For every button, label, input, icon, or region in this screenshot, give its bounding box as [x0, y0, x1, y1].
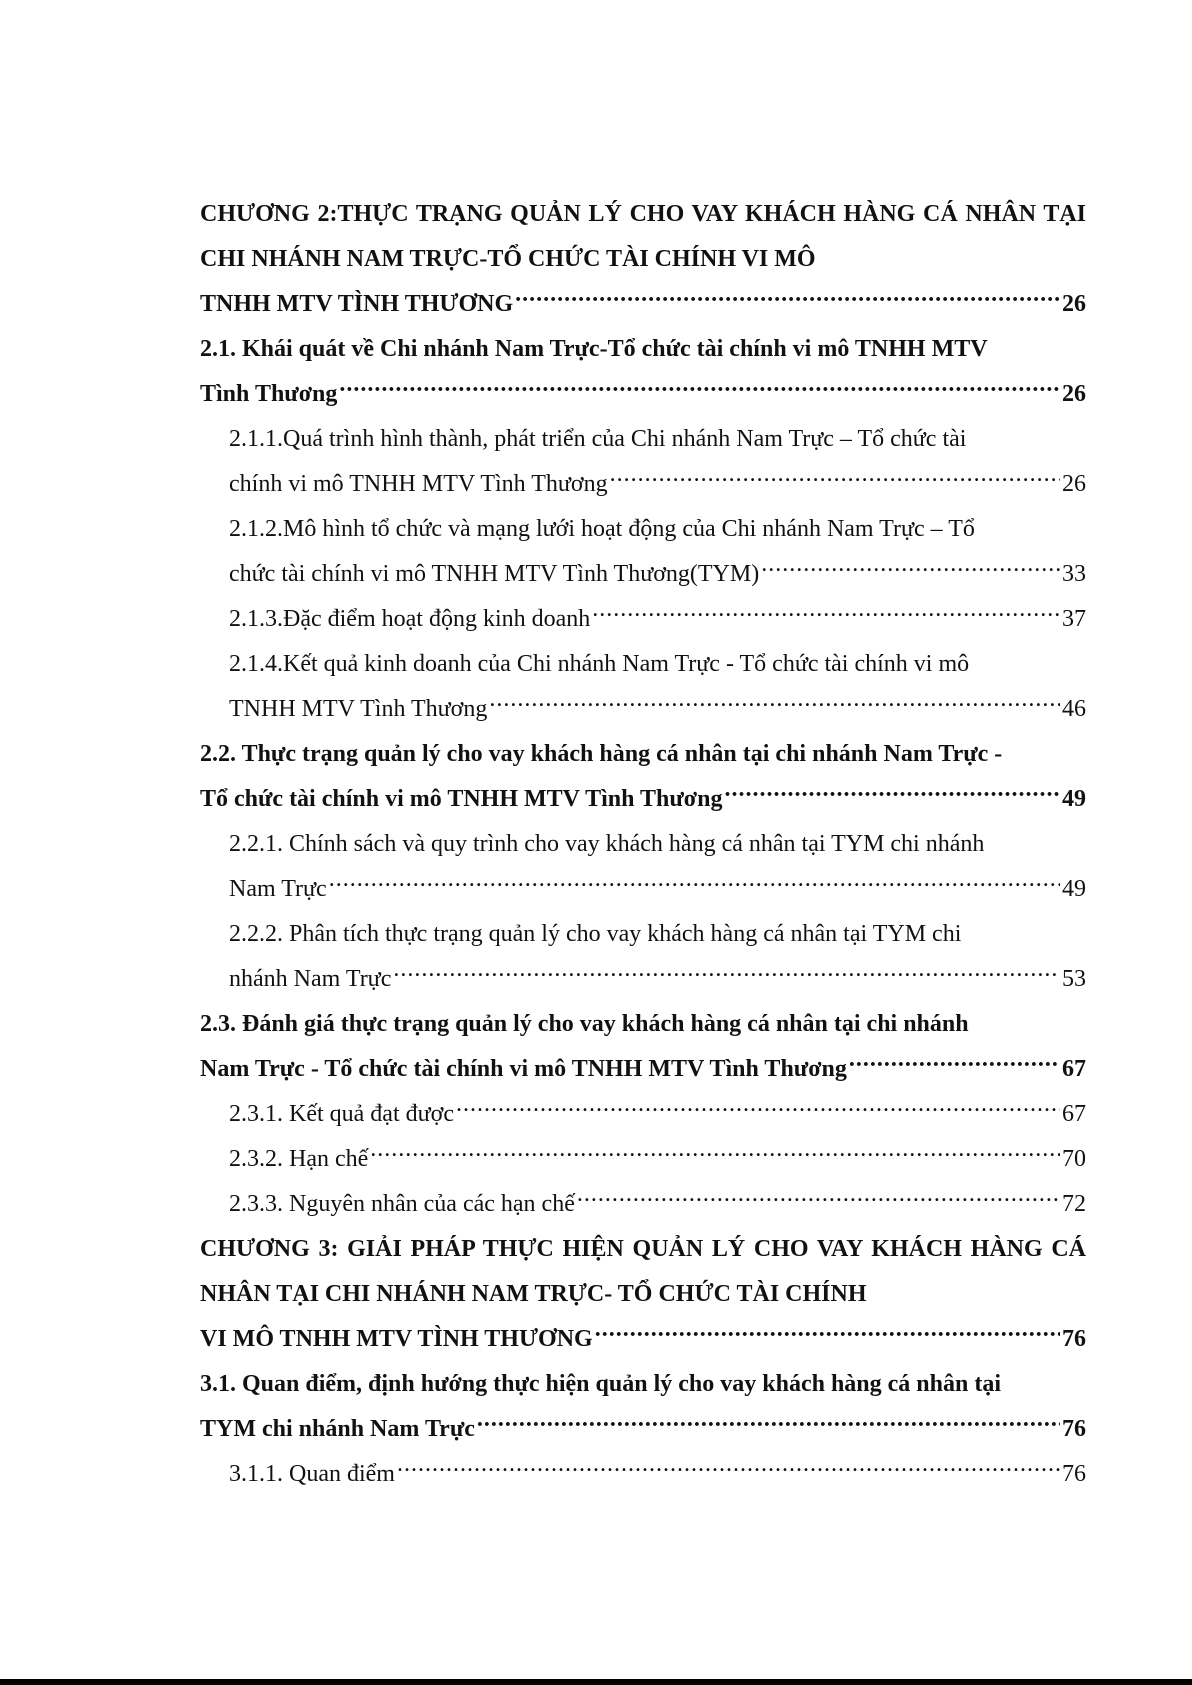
toc-entry-3-1-1[interactable]: [200, 1452, 1086, 1497]
dot-leader: [339, 377, 1060, 401]
toc-entry-text-last: VI MÔ TNHH MTV TÌNH THƯƠNG: [200, 1326, 593, 1352]
toc-entry-2-2-2[interactable]: [200, 912, 1086, 1002]
dot-leader: [724, 782, 1060, 806]
toc-entry-text-last: Nam Trực - Tổ chức tài chính vi mô TNHH MTV Tình Thương: [200, 1056, 847, 1082]
toc-entry-text: CHƯƠNG 2:THỰC TRẠNG QUẢN LÝ CHO VAY KHÁCH HÀNG CÁ NHÂN TẠI CHI NHÁNH NAM TRỰC-TỔ CHỨC TÀI CHÍNH VI MÔ: [200, 201, 1086, 272]
toc-entry-text-last: TNHH MTV Tình Thương: [229, 696, 488, 722]
toc-entry-text: 2.1.1.Quá trình hình thành, phát triển của Chi nhánh Nam Trực – Tổ chức tài: [229, 426, 967, 452]
toc-entry-text-last: Nam Trực: [229, 876, 327, 902]
dot-leader: [761, 557, 1060, 581]
toc-entry-2-3[interactable]: [200, 1002, 1086, 1092]
dot-leader: [595, 1322, 1060, 1346]
toc-entry-text-last: TYM chi nhánh Nam Trực: [200, 1416, 475, 1442]
toc-page-number: 76: [1062, 1326, 1086, 1352]
toc-entry-2-3-3[interactable]: [200, 1182, 1086, 1227]
toc-entry-text: 2.2.2. Phân tích thực trạng quản lý cho vay khách hàng cá nhân tại TYM chi: [229, 921, 962, 947]
toc-page-number: 49: [1062, 786, 1086, 812]
toc-entry-text-last: chính vi mô TNHH MTV Tình Thương: [229, 471, 608, 497]
dot-leader: [329, 872, 1060, 896]
dot-leader: [610, 467, 1060, 491]
toc-page-number: 49: [1062, 876, 1086, 902]
toc-entry-text: 2.2.1. Chính sách và quy trình cho vay khách hàng cá nhân tại TYM chi nhánh: [229, 831, 985, 857]
toc-page-number: 26: [1062, 291, 1086, 317]
dot-leader: [592, 602, 1060, 626]
toc-entry-text-last: Tình Thương: [200, 381, 338, 407]
toc-entry-text-last: TNHH MTV TÌNH THƯƠNG: [200, 291, 514, 317]
dot-leader: [370, 1142, 1060, 1166]
toc-page-number: 26: [1062, 381, 1086, 407]
toc-page-number: 67: [1062, 1056, 1086, 1082]
toc-entry-text-last: 3.1.1. Quan điểm: [229, 1461, 395, 1487]
table-of-contents: [200, 192, 1086, 1497]
toc-page-number: 26: [1062, 471, 1086, 497]
toc-page-number: 76: [1062, 1416, 1086, 1442]
toc-page-number: 37: [1062, 606, 1086, 632]
toc-entry-chapter-2[interactable]: [200, 192, 1086, 327]
toc-page-number: 67: [1062, 1101, 1086, 1127]
toc-entry-2-1-1[interactable]: [200, 417, 1086, 507]
toc-page-number: 76: [1062, 1461, 1086, 1487]
dot-leader: [397, 1457, 1060, 1481]
toc-entry-2-1-4[interactable]: [200, 642, 1086, 732]
toc-entry-chapter-3[interactable]: [200, 1227, 1086, 1362]
toc-entry-text: 2.2. Thực trạng quản lý cho vay khách hàng cá nhân tại chi nhánh Nam Trực -: [200, 741, 1003, 767]
toc-entry-2-2[interactable]: [200, 732, 1086, 822]
toc-entry-2-2-1[interactable]: [200, 822, 1086, 912]
toc-page-number: 70: [1062, 1146, 1086, 1172]
toc-entry-text: 3.1. Quan điểm, định hướng thực hiện quản lý cho vay khách hàng cá nhân tại: [200, 1371, 1001, 1397]
toc-entry-text-last: 2.3.2. Hạn chế: [229, 1146, 369, 1172]
dot-leader: [577, 1187, 1060, 1211]
dot-leader: [477, 1412, 1060, 1436]
toc-entry-text-last: 2.3.1. Kết quả đạt được: [229, 1101, 454, 1127]
dot-leader: [393, 962, 1060, 986]
toc-entry-text: 2.3. Đánh giá thực trạng quản lý cho vay khách hàng cá nhân tại chi nhánh: [200, 1011, 969, 1037]
dot-leader: [515, 287, 1060, 311]
toc-page-number: 33: [1062, 561, 1086, 587]
toc-entry-text: 2.1.2.Mô hình tổ chức và mạng lưới hoạt động của Chi nhánh Nam Trực – Tổ: [229, 516, 975, 542]
toc-entry-text-last: nhánh Nam Trực: [229, 966, 392, 992]
toc-entry-text: 2.1. Khái quát về Chi nhánh Nam Trực-Tổ chức tài chính vi mô TNHH MTV: [200, 336, 988, 362]
page-edge-divider: [0, 1679, 1192, 1685]
toc-entry-text-last: Tổ chức tài chính vi mô TNHH MTV Tình Thương: [200, 786, 723, 812]
toc-entry-text: CHƯƠNG 3: GIẢI PHÁP THỰC HIỆN QUẢN LÝ CHO VAY KHÁCH HÀNG CÁ NHÂN TẠI CHI NHÁNH NAM TRỰC- TỔ CHỨC TÀI CHÍNH: [200, 1236, 1086, 1307]
toc-entry-text-last: 2.3.3. Nguyên nhân của các hạn chế: [229, 1191, 575, 1217]
toc-entry-2-1[interactable]: [200, 327, 1086, 417]
dot-leader: [456, 1097, 1060, 1121]
toc-entry-2-3-1[interactable]: [200, 1092, 1086, 1137]
toc-entry-2-1-2[interactable]: [200, 507, 1086, 597]
toc-entry-2-3-2[interactable]: [200, 1137, 1086, 1182]
dot-leader: [849, 1052, 1060, 1076]
dot-leader: [489, 692, 1060, 716]
toc-entry-2-1-3[interactable]: [200, 597, 1086, 642]
toc-page-number: 46: [1062, 696, 1086, 722]
toc-page-number: 53: [1062, 966, 1086, 992]
toc-page-number: 72: [1062, 1191, 1086, 1217]
toc-entry-text-last: 2.1.3.Đặc điểm hoạt động kinh doanh: [229, 606, 591, 632]
toc-entry-text: 2.1.4.Kết quả kinh doanh của Chi nhánh Nam Trực - Tổ chức tài chính vi mô: [229, 651, 970, 677]
toc-entry-3-1[interactable]: [200, 1362, 1086, 1452]
toc-entry-text-last: chức tài chính vi mô TNHH MTV Tình Thương(TYM): [229, 561, 760, 587]
